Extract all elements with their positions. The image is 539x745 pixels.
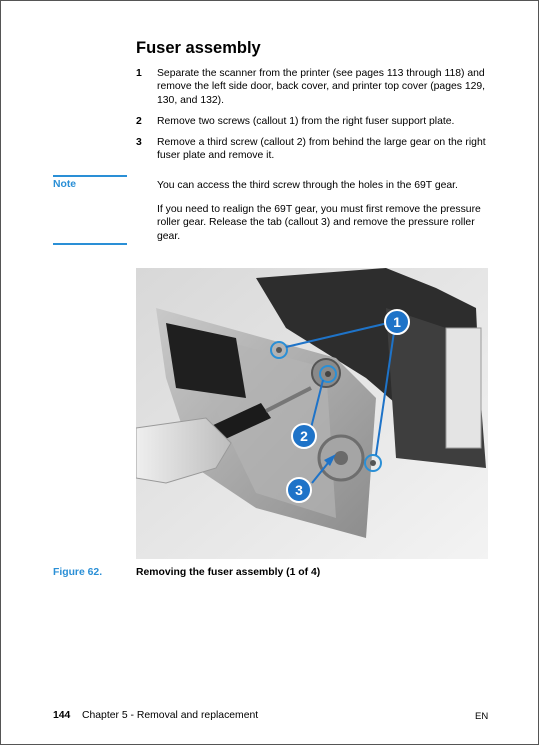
step-item [136,115,496,128]
footer-page-number: 144 [53,710,71,721]
note-bottom-rule [53,243,127,245]
step-text: Separate the scanner from the printer (see pages 113 through 118) and remove the left side door, back cover, and printer top cover (pages 129, 130, and 132). [157,68,486,106]
note-top-rule [53,175,127,177]
note-label: Note [53,179,77,190]
step-number: 1 [136,68,142,79]
figure-label: Figure 62. [53,567,103,578]
callout-1-number: 1 [393,314,401,330]
callout-2-number: 2 [300,428,308,444]
step-number: 2 [136,115,142,127]
screw-1a [276,347,282,353]
fuser-assembly-photo [136,268,488,559]
step-item [136,67,496,107]
note-paragraph: You can access the third screw through the holes in the 69T gear. [157,180,458,191]
footer-chapter: Chapter 5 - Removal and replacement [82,710,259,721]
right-frame [446,328,481,448]
callout-2 [292,424,316,448]
callout-3-number: 3 [295,482,303,498]
screw-2 [325,371,331,377]
callout-3 [287,478,311,502]
footer-language: EN [475,711,489,722]
screw-1b [370,460,376,466]
section-title: Fuser assembly [136,39,261,57]
step-list [136,67,496,171]
step-number: 3 [136,137,142,149]
note-paragraph: If you need to realign the 69T gear, you must first remove the pressure roller gear. Release the tab (callout 3) and remove the pressure roller gear. [157,204,481,242]
gear-hub [334,451,348,465]
step-text: Remove a third screw (callout 2) from behind the large gear on the right fuser plate and remove it. [157,137,486,162]
photo-illustration [136,268,488,559]
step-item [136,136,496,163]
callout-1 [385,310,409,334]
step-text: Remove two screws (callout 1) from the right fuser support plate. [157,115,455,127]
figure-caption: Removing the fuser assembly (1 of 4) [136,567,321,578]
